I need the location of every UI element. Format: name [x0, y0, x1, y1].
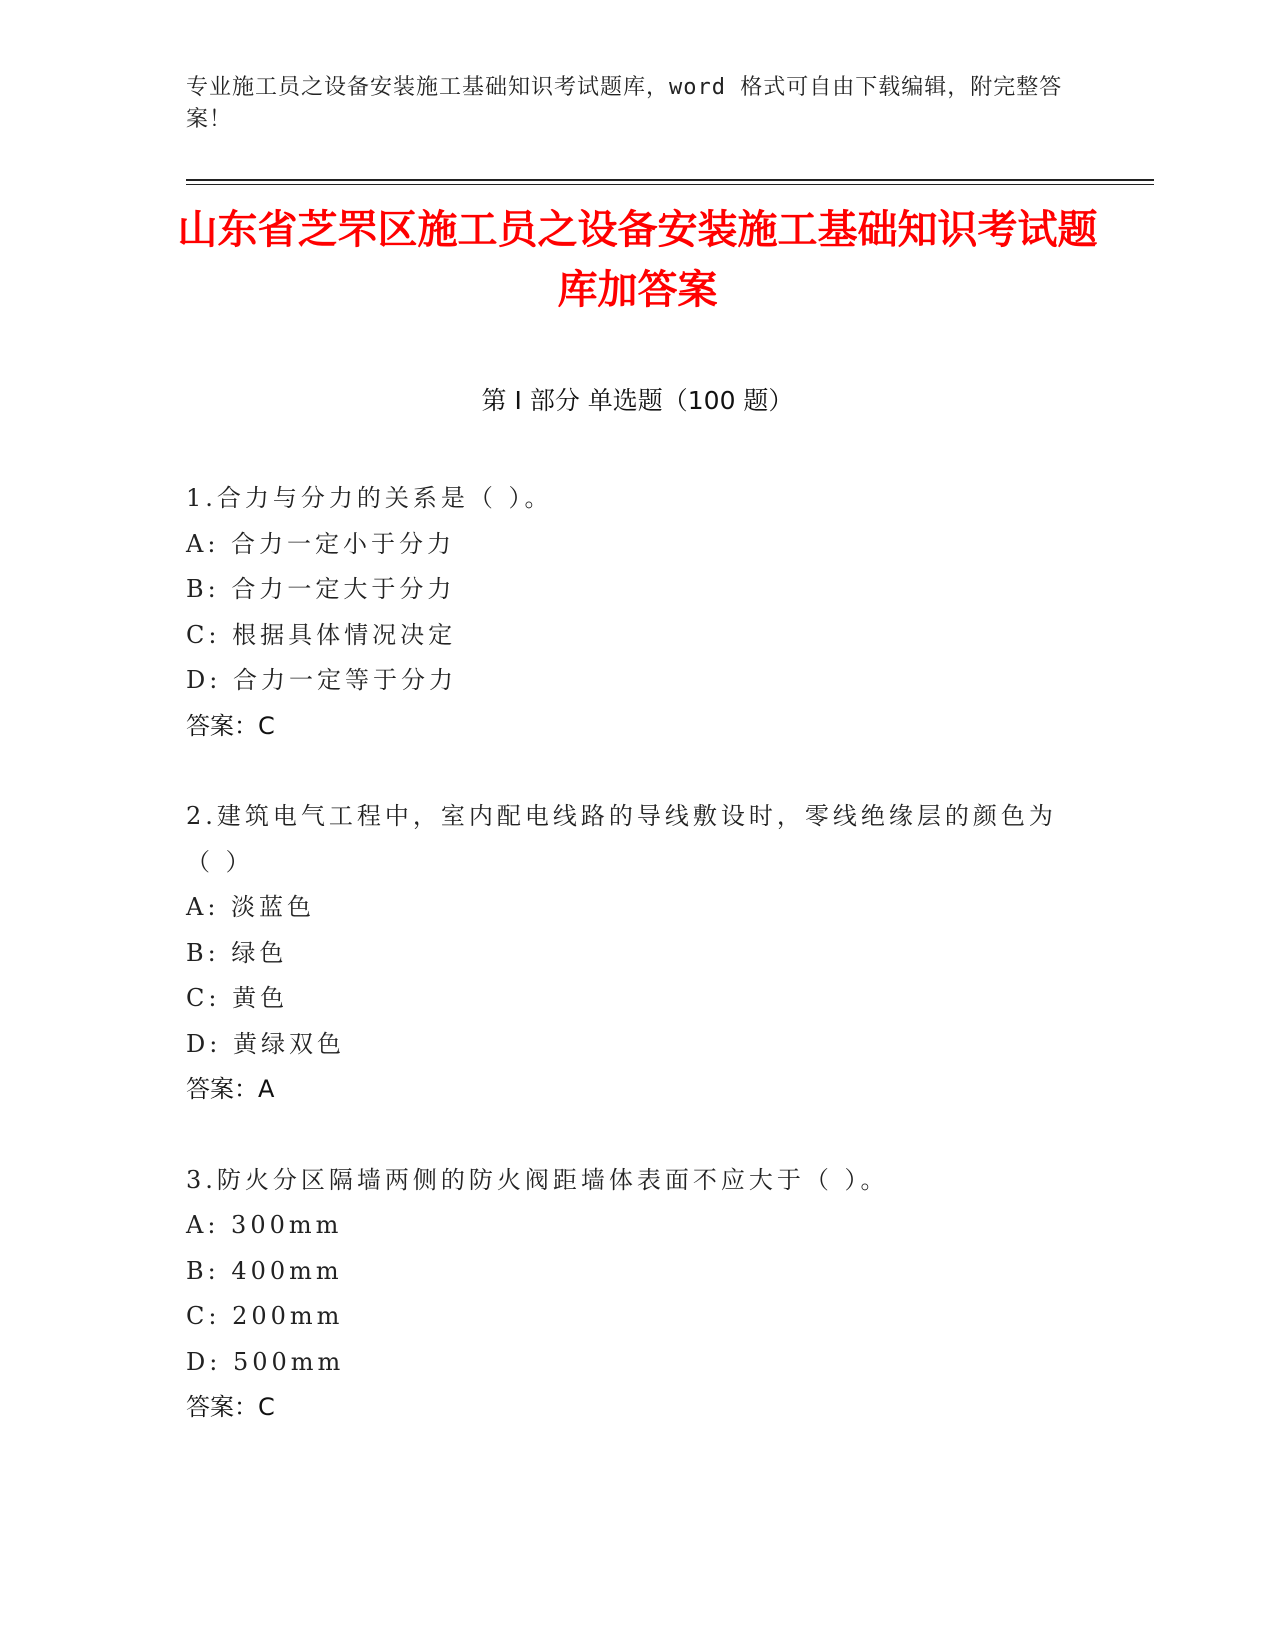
answer: 答案：C [186, 1393, 275, 1421]
option-d: D: 合力一定等于分力 [186, 666, 457, 694]
option-d: D: 黄绿双色 [186, 1029, 345, 1058]
header-divider-thick [186, 179, 1154, 181]
option-c: C: 200mm [186, 1302, 344, 1330]
answer: 答案：C [186, 711, 275, 740]
question-3 [186, 1158, 1066, 1431]
header-note: 专业施工员之设备安装施工基础知识考试题库，word 格式可自由下载编辑，附完整答案！ [186, 75, 1063, 132]
option-a: A: 淡蓝色 [186, 893, 316, 921]
option-c: C: 根据具体情况决定 [186, 620, 457, 649]
option-a: A: 合力一定小于分力 [186, 529, 456, 558]
question-list [186, 476, 1066, 1476]
header-divider-thin [186, 184, 1154, 185]
option-c: C: 黄色 [186, 984, 289, 1012]
option-a: A: 300mm [186, 1211, 343, 1239]
question-stem: 3.防火分区隔墙两侧的防火阀距墙体表面不应大于（ ）。 [186, 1165, 889, 1194]
option-d: D: 500mm [186, 1347, 345, 1376]
option-b: B: 合力一定大于分力 [186, 575, 456, 603]
option-b: B: 绿色 [186, 938, 288, 967]
question-2 [186, 794, 1066, 1113]
document-title: 山东省芝罘区施工员之设备安装施工基础知识考试题库加答案 [177, 207, 1098, 313]
question-stem: 2.建筑电气工程中，室内配电线路的导线敷设时，零线绝缘层的颜色为（ ） [186, 802, 1057, 876]
option-b: B: 400mm [186, 1256, 343, 1285]
question-1 [186, 476, 1066, 749]
section-heading: 第 I 部分 单选题（100 题） [481, 386, 794, 415]
question-stem: 1.合力与分力的关系是（ ）。 [186, 484, 553, 512]
answer: 答案：A [186, 1075, 275, 1103]
